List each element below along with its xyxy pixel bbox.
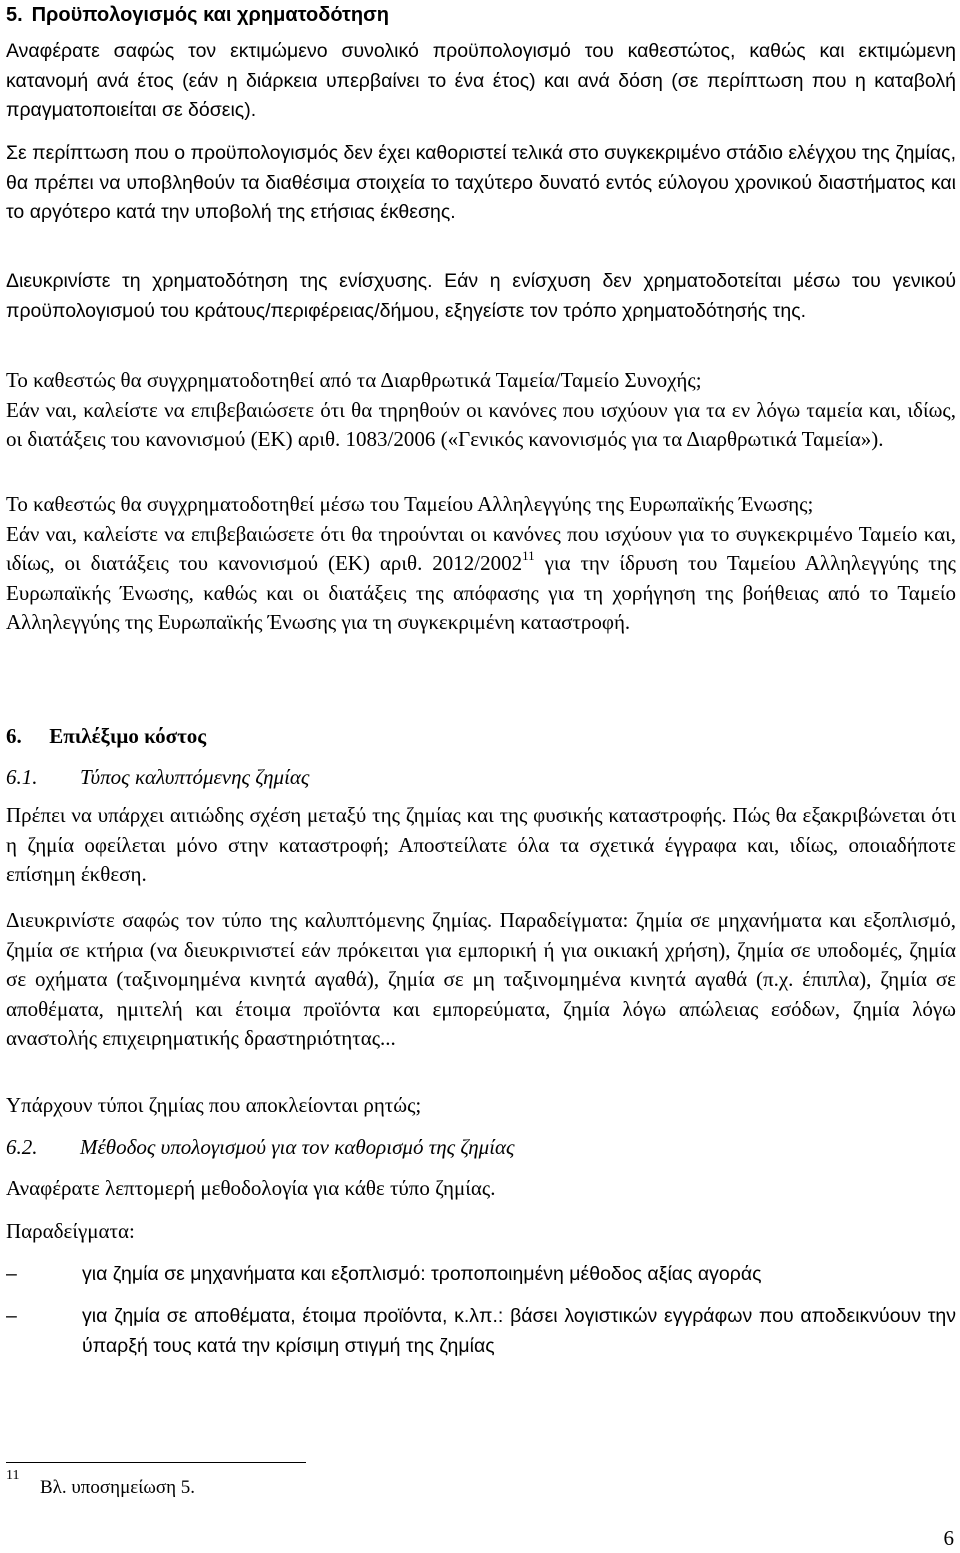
footnote-reference: 11 [522, 548, 535, 563]
solidarity-fund-question: Το καθεστώς θα συγχρηματοδοτηθεί μέσω του Ταμείου Αλληλεγγύης της Ευρωπαϊκής Ένωσης; [6, 492, 814, 516]
solidarity-fund-text-end: για την ίδρυση του Ταμείου Αλληλεγγύης της Ευρωπαϊκής Ένωσης, καθώς και οι διατάξεις της απόφασης για τη χορήγηση της βοήθειας από το Ταμείο Αλληλεγγύης της Ευρωπαϊκής Ένωσης για τη συγκεκριμένη καταστροφή. [6, 551, 956, 634]
footnote-number: 11 [6, 1468, 20, 1483]
section-6-heading [6, 723, 956, 749]
list-item-text: για ζημία σε αποθέματα, έτοιμα προϊόντα, κ.λπ.: βάσει λογιστικών εγγράφων που αποδεικνύουν την ύπαρξή τους κατά την κρίσιμη στιγμή της ζημίας [82, 1305, 956, 1357]
subsection-6-2-title: Μέθοδος υπολογισμού για τον καθορισμό της ζημίας [80, 1135, 515, 1159]
page-number: 6 [943, 1526, 954, 1550]
subsection-6-1-number: 6.1. [6, 765, 38, 789]
section-5-paragraph-1: Αναφέρατε σαφώς τον εκτιμώμενο συνολικό προϋπολογισμό του καθεστώτος, καθώς και εκτιμώμενη κατανομή ανά έτος (εάν η διάρκεια υπερβαίνει το ένα έτος) και ανά δόση (σε περίπτωση που η καταβολή πραγματοποιείται σε δόσεις). [6, 40, 956, 121]
section-6-number: 6. [6, 724, 22, 748]
structural-funds-question: Το καθεστώς θα συγχρηματοδοτηθεί από τα Διαρθρωτικά Ταμεία/Ταμείο Συνοχής; [6, 368, 702, 392]
footnote-text: Βλ. υποσημείωση 5. [40, 1477, 196, 1498]
section-5-paragraph-4 [6, 366, 956, 455]
section-6-paragraph-2: Διευκρινίστε σαφώς τον τύπο της καλυπτόμενης ζημίας. Παραδείγματα: ζημία σε μηχανήματα και εξοπλισμό, ζημία σε κτήρια (να διευκρινιστεί εάν πρόκειται για εμπορική ή για οικιακή χρήση), ζημία σε υποδομές, ζημία σε οχήματα (ταξινομημένα κινητά αγαθά), ζημία σε μη ταξινομημένα κινητά αγαθά (π.χ. έπιπλα), ζημία σε αποθέματα, ημιτελή και έτοιμα προϊόντα και εμπορεύματα, ζημία λόγω απώλειας εσόδων, ζημία λόγω αναστολής επιχειρηματικής δραστηριότητας... [6, 908, 956, 1050]
structural-funds-confirmation: Εάν ναι, καλείστε να επιβεβαιώσετε ότι θα τηρηθούν οι κανόνες που ισχύουν για τα εν λόγω ταμεία και, ιδίως, οι διατάξεις του κανονισμού (ΕΚ) αριθ. 1083/2006 («Γενικός κανονισμός για τα Διαρθρωτικά Ταμεία»). [6, 397, 956, 451]
dash-bullet-icon: – [6, 1305, 17, 1327]
solidarity-fund-text-start: Εάν ναι, καλείστε να επιβεβαιώσετε ότι θα τηρούνται οι κανόνες που ισχύουν για το συγκεκριμένο Ταμείο και, ιδίως, οι διατάξεις του κανονισμού (ΕΚ) αριθ. 2012/2002 [6, 521, 956, 575]
subsection-6-2-number: 6.2. [6, 1135, 38, 1159]
list-item-text: για ζημία σε μηχανήματα και εξοπλισμό: τροποποιημένη μέθοδος αξίας αγοράς [82, 1263, 762, 1285]
section-6-paragraph-3: Υπάρχουν τύποι ζημίας που αποκλείονται ρητώς; [6, 1093, 422, 1117]
dash-bullet-icon: – [6, 1263, 17, 1285]
subsection-6-1-heading [6, 764, 956, 790]
section-5-paragraph-3: Διευκρινίστε τη χρηματοδότηση της ενίσχυσης. Εάν η ενίσχυση δεν χρηματοδοτείται μέσω του γενικού προϋπολογισμού του κράτους/περιφέρειας/δήμου, εξηγείστε τον τρόπο χρηματοδότησής της. [6, 270, 956, 322]
section-5-title: Προϋπολογισμός και χρηματοδότηση [31, 4, 390, 26]
list-item [6, 1302, 956, 1361]
section-5-number: 5. [6, 4, 23, 26]
section-5-heading [6, 2, 956, 28]
section-6-paragraph-5: Παραδείγματα: [6, 1219, 135, 1243]
section-5-paragraph-5 [6, 490, 956, 638]
subsection-6-2-heading [6, 1134, 956, 1160]
footnote-divider [6, 1462, 306, 1463]
section-6-title: Επιλέξιμο κόστος [49, 724, 207, 748]
section-5-paragraph-2: Σε περίπτωση που ο προϋπολογισμός δεν έχει καθοριστεί τελικά στο συγκεκριμένο στάδιο ελέγχου της ζημίας, θα πρέπει να υποβληθούν τα διαθέσιμα στοιχεία το ταχύτερο δυνατό εντός εύλογου χρονικού διαστήματος και το αργότερο κατά την υποβολή της ετήσιας έκθεσης. [6, 142, 956, 223]
solidarity-fund-confirmation [6, 520, 956, 638]
section-6-paragraph-4: Αναφέρατε λεπτομερή μεθοδολογία για κάθε τύπο ζημίας. [6, 1176, 496, 1200]
section-6-paragraph-1: Πρέπει να υπάρχει αιτιώδης σχέση μεταξύ της ζημίας και της φυσικής καταστροφής. Πώς θα εξακριβώνεται ότι η ζημία οφείλεται μόνο στην καταστροφή; Αποστείλατε όλα τα σχετικά έγγραφα και, ιδίως, οποιαδήποτε επίσημη έκθεση. [6, 803, 956, 886]
list-item [6, 1260, 956, 1290]
subsection-6-1-title: Τύπος καλυπτόμενης ζημίας [80, 765, 310, 789]
